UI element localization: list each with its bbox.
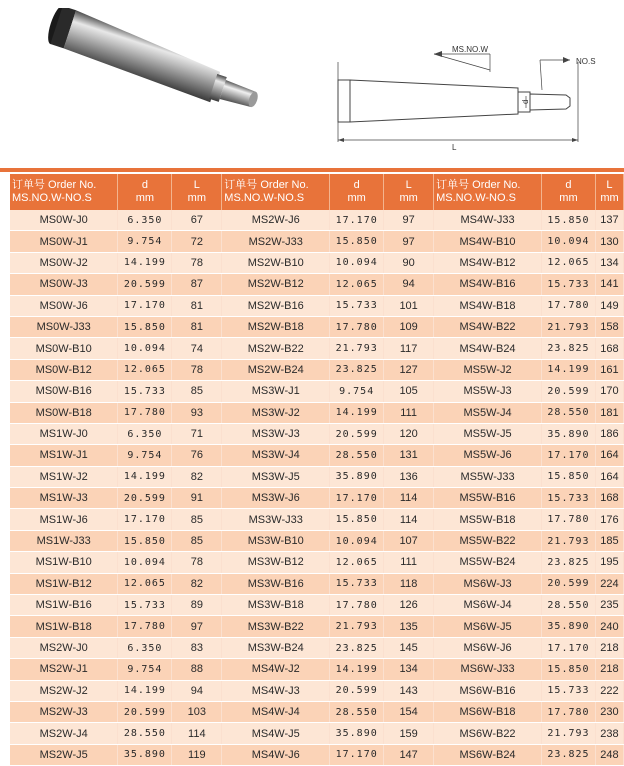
d-value-cell: 17.780 (330, 316, 384, 337)
l-value-cell: 149 (595, 295, 623, 316)
order-no-cell: MS6W-J33 (434, 659, 542, 680)
header-order (10, 174, 118, 210)
l-value-cell: 154 (384, 701, 434, 722)
l-value-cell: 120 (384, 423, 434, 444)
order-no-cell: MS4W-J3 (222, 680, 330, 701)
d-value-cell: 23.825 (330, 359, 384, 380)
d-value-cell: 20.599 (118, 274, 172, 295)
l-value-cell: 235 (595, 595, 623, 616)
l-value-cell: 89 (172, 595, 222, 616)
d-value-cell: 10.094 (118, 552, 172, 573)
order-no-cell: MS2W-B24 (222, 359, 330, 380)
l-value-cell: 147 (384, 744, 434, 765)
d-value-cell: 20.599 (118, 701, 172, 722)
d-value-cell: 14.199 (118, 680, 172, 701)
d-value-cell: 9.754 (118, 445, 172, 466)
order-no-cell: MS4W-J5 (222, 723, 330, 744)
d-value-cell: 10.094 (541, 231, 595, 252)
order-no-cell: MS4W-J4 (222, 701, 330, 722)
d-value-cell: 17.170 (118, 295, 172, 316)
d-value-cell: 15.850 (541, 466, 595, 487)
d-value-cell: 23.825 (330, 637, 384, 658)
l-value-cell: 159 (384, 723, 434, 744)
d-value-cell: 15.733 (118, 595, 172, 616)
l-value-cell: 67 (172, 210, 222, 231)
header-order-label: 订单号 Order No. (224, 179, 309, 191)
l-value-cell: 83 (172, 637, 222, 658)
d-value-cell: 21.793 (541, 723, 595, 744)
d-value-cell: 28.550 (330, 445, 384, 466)
order-no-cell: MS3W-B24 (222, 637, 330, 658)
spec-table (10, 174, 624, 766)
l-value-cell: 143 (384, 680, 434, 701)
order-no-cell: MS6W-J4 (434, 595, 542, 616)
d-value-cell: 35.890 (330, 466, 384, 487)
order-no-cell: MS4W-B10 (434, 231, 542, 252)
d-value-cell: 20.599 (541, 573, 595, 594)
order-no-cell: MS6W-B24 (434, 744, 542, 765)
order-no-cell: MS2W-J3 (10, 701, 118, 722)
header-l-unit: mm (600, 192, 619, 204)
order-no-cell: MS2W-B10 (222, 252, 330, 273)
d-value-cell: 15.733 (541, 680, 595, 701)
d-value-cell: 17.780 (541, 701, 595, 722)
label-no-s: NO.S (576, 57, 596, 66)
l-value-cell: 114 (172, 723, 222, 744)
l-value-cell: 81 (172, 295, 222, 316)
d-value-cell: 35.890 (541, 423, 595, 444)
d-value-cell: 15.850 (541, 210, 595, 231)
header-d (541, 174, 595, 210)
l-value-cell: 90 (384, 252, 434, 273)
table-row (10, 637, 624, 658)
header-l-unit: mm (399, 192, 418, 204)
order-no-cell: MS2W-J6 (222, 210, 330, 231)
d-value-cell: 23.825 (541, 338, 595, 359)
d-value-cell: 9.754 (118, 231, 172, 252)
order-no-cell: MS4W-J2 (222, 659, 330, 680)
d-value-cell: 12.065 (330, 552, 384, 573)
order-no-cell: MS0W-J33 (10, 316, 118, 337)
dimension-drawing (330, 42, 620, 162)
l-value-cell: 97 (172, 616, 222, 637)
l-value-cell: 134 (595, 252, 623, 273)
l-value-cell: 218 (595, 637, 623, 658)
header-order-sub: MS.NO.W-NO.S (436, 192, 516, 204)
order-no-cell: MS2W-J4 (10, 723, 118, 744)
order-no-cell: MS1W-J1 (10, 445, 118, 466)
l-value-cell: 170 (595, 381, 623, 402)
d-value-cell: 9.754 (118, 659, 172, 680)
order-no-cell: MS3W-J5 (222, 466, 330, 487)
header-order-sub: MS.NO.W-NO.S (224, 192, 305, 204)
order-no-cell: MS3W-J6 (222, 488, 330, 509)
header-l (595, 174, 623, 210)
table-row (10, 552, 624, 573)
order-no-cell: MS5W-B24 (434, 552, 542, 573)
table-row (10, 659, 624, 680)
order-no-cell: MS6W-J5 (434, 616, 542, 637)
order-no-cell: MS1W-J0 (10, 423, 118, 444)
order-no-cell: MS0W-B12 (10, 359, 118, 380)
table-row (10, 509, 624, 530)
order-no-cell: MS5W-J2 (434, 359, 542, 380)
order-no-cell: MS6W-J6 (434, 637, 542, 658)
d-value-cell: 20.599 (541, 381, 595, 402)
header-d (330, 174, 384, 210)
l-value-cell: 134 (384, 659, 434, 680)
d-value-cell: 15.850 (118, 316, 172, 337)
table-row (10, 573, 624, 594)
l-value-cell: 85 (172, 530, 222, 551)
table-row (10, 402, 624, 423)
header-d-label: d (353, 179, 360, 191)
d-value-cell: 21.793 (541, 316, 595, 337)
order-no-cell: MS2W-B18 (222, 316, 330, 337)
l-value-cell: 101 (384, 295, 434, 316)
d-value-cell: 15.850 (541, 659, 595, 680)
order-no-cell: MS3W-B22 (222, 616, 330, 637)
d-value-cell: 15.850 (118, 530, 172, 551)
order-no-cell: MS0W-J0 (10, 210, 118, 231)
l-value-cell: 137 (595, 210, 623, 231)
l-value-cell: 126 (384, 595, 434, 616)
l-value-cell: 224 (595, 573, 623, 594)
d-value-cell: 12.065 (118, 573, 172, 594)
order-no-cell: MS1W-J3 (10, 488, 118, 509)
table-row (10, 359, 624, 380)
l-value-cell: 76 (172, 445, 222, 466)
d-value-cell: 17.780 (541, 295, 595, 316)
order-no-cell: MS5W-B18 (434, 509, 542, 530)
table-header-row (10, 174, 624, 210)
l-value-cell: 82 (172, 466, 222, 487)
table-row (10, 231, 624, 252)
l-value-cell: 78 (172, 552, 222, 573)
order-no-cell: MS3W-B18 (222, 595, 330, 616)
table-row (10, 701, 624, 722)
table-row (10, 530, 624, 551)
d-value-cell: 35.890 (118, 744, 172, 765)
l-value-cell: 176 (595, 509, 623, 530)
d-value-cell: 28.550 (330, 701, 384, 722)
l-value-cell: 222 (595, 680, 623, 701)
l-value-cell: 164 (595, 445, 623, 466)
order-no-cell: MS5W-J33 (434, 466, 542, 487)
l-value-cell: 181 (595, 402, 623, 423)
l-value-cell: 88 (172, 659, 222, 680)
order-no-cell: MS3W-B16 (222, 573, 330, 594)
l-value-cell: 94 (384, 274, 434, 295)
l-value-cell: 93 (172, 402, 222, 423)
l-value-cell: 119 (172, 744, 222, 765)
order-no-cell: MS4W-B18 (434, 295, 542, 316)
d-value-cell: 6.350 (118, 210, 172, 231)
table-row (10, 445, 624, 466)
l-value-cell: 168 (595, 488, 623, 509)
d-value-cell: 17.170 (118, 509, 172, 530)
order-no-cell: MS4W-B22 (434, 316, 542, 337)
l-value-cell: 87 (172, 274, 222, 295)
label-ms-no-w: MS.NO.W (452, 45, 488, 54)
l-value-cell: 248 (595, 744, 623, 765)
d-value-cell: 14.199 (330, 402, 384, 423)
order-no-cell: MS0W-J2 (10, 252, 118, 273)
order-no-cell: MS3W-J4 (222, 445, 330, 466)
header-order-label: 订单号 Order No. (436, 179, 521, 191)
d-value-cell: 15.850 (330, 231, 384, 252)
table-row (10, 488, 624, 509)
order-no-cell: MS1W-B16 (10, 595, 118, 616)
d-value-cell: 17.170 (541, 637, 595, 658)
order-no-cell: MS1W-B12 (10, 573, 118, 594)
d-value-cell: 20.599 (330, 680, 384, 701)
order-no-cell: MS0W-J6 (10, 295, 118, 316)
order-no-cell: MS2W-J33 (222, 231, 330, 252)
arbor-photo (25, 8, 325, 173)
order-no-cell: MS1W-B18 (10, 616, 118, 637)
order-no-cell: MS4W-J6 (222, 744, 330, 765)
l-value-cell: 195 (595, 552, 623, 573)
d-value-cell: 9.754 (330, 381, 384, 402)
table-row (10, 381, 624, 402)
d-value-cell: 23.825 (541, 552, 595, 573)
d-value-cell: 15.733 (541, 488, 595, 509)
l-value-cell: 103 (172, 701, 222, 722)
table-row (10, 680, 624, 701)
order-no-cell: MS4W-B16 (434, 274, 542, 295)
table-body (10, 210, 624, 766)
order-no-cell: MS4W-J33 (434, 210, 542, 231)
header-order (434, 174, 542, 210)
header-d-label: d (141, 179, 148, 191)
table-row (10, 723, 624, 744)
l-value-cell: 78 (172, 252, 222, 273)
order-no-cell: MS1W-J6 (10, 509, 118, 530)
d-value-cell: 10.094 (330, 530, 384, 551)
order-no-cell: MS1W-J2 (10, 466, 118, 487)
header-d-label: d (565, 179, 572, 191)
d-value-cell: 15.733 (330, 573, 384, 594)
d-value-cell: 20.599 (118, 488, 172, 509)
l-value-cell: 117 (384, 338, 434, 359)
table-row (10, 274, 624, 295)
l-value-cell: 111 (384, 402, 434, 423)
l-value-cell: 218 (595, 659, 623, 680)
d-value-cell: 12.065 (330, 274, 384, 295)
order-no-cell: MS3W-B12 (222, 552, 330, 573)
l-value-cell: 105 (384, 381, 434, 402)
order-no-cell: MS5W-J4 (434, 402, 542, 423)
order-no-cell: MS5W-B22 (434, 530, 542, 551)
l-value-cell: 114 (384, 509, 434, 530)
header-d-unit: mm (559, 192, 578, 204)
order-no-cell: MS5W-J6 (434, 445, 542, 466)
table-row (10, 423, 624, 444)
l-value-cell: 78 (172, 359, 222, 380)
d-value-cell: 17.170 (330, 210, 384, 231)
order-no-cell: MS1W-B10 (10, 552, 118, 573)
l-value-cell: 168 (595, 338, 623, 359)
order-no-cell: MS3W-J3 (222, 423, 330, 444)
l-value-cell: 94 (172, 680, 222, 701)
l-value-cell: 127 (384, 359, 434, 380)
d-value-cell: 28.550 (541, 595, 595, 616)
table-row (10, 744, 624, 765)
header-l-label: L (193, 179, 200, 191)
d-value-cell: 15.733 (118, 381, 172, 402)
l-value-cell: 238 (595, 723, 623, 744)
header-divider (0, 168, 624, 172)
d-value-cell: 10.094 (330, 252, 384, 273)
label-d: d (521, 99, 530, 104)
table-row (10, 616, 624, 637)
d-value-cell: 10.094 (118, 338, 172, 359)
d-value-cell: 28.550 (118, 723, 172, 744)
l-value-cell: 141 (595, 274, 623, 295)
d-value-cell: 21.793 (541, 530, 595, 551)
d-value-cell: 15.733 (541, 274, 595, 295)
order-no-cell: MS4W-B24 (434, 338, 542, 359)
header-d (118, 174, 172, 210)
l-value-cell: 71 (172, 423, 222, 444)
l-value-cell: 82 (172, 573, 222, 594)
order-no-cell: MS2W-J2 (10, 680, 118, 701)
l-value-cell: 91 (172, 488, 222, 509)
header-order (222, 174, 330, 210)
l-value-cell: 161 (595, 359, 623, 380)
order-no-cell: MS6W-B22 (434, 723, 542, 744)
l-value-cell: 185 (595, 530, 623, 551)
order-no-cell: MS1W-J33 (10, 530, 118, 551)
d-value-cell: 17.170 (330, 488, 384, 509)
l-value-cell: 230 (595, 701, 623, 722)
order-no-cell: MS6W-B18 (434, 701, 542, 722)
product-header (0, 0, 624, 172)
l-value-cell: 85 (172, 509, 222, 530)
d-value-cell: 17.780 (118, 616, 172, 637)
order-no-cell: MS0W-B10 (10, 338, 118, 359)
order-no-cell: MS5W-J3 (434, 381, 542, 402)
l-value-cell: 130 (595, 231, 623, 252)
l-value-cell: 74 (172, 338, 222, 359)
d-value-cell: 14.199 (118, 466, 172, 487)
l-value-cell: 72 (172, 231, 222, 252)
d-value-cell: 17.170 (330, 744, 384, 765)
order-no-cell: MS2W-B16 (222, 295, 330, 316)
d-value-cell: 15.850 (330, 509, 384, 530)
header-l (172, 174, 222, 210)
header-l (384, 174, 434, 210)
l-value-cell: 240 (595, 616, 623, 637)
table-row (10, 252, 624, 273)
d-value-cell: 17.170 (541, 445, 595, 466)
l-value-cell: 85 (172, 381, 222, 402)
l-value-cell: 164 (595, 466, 623, 487)
d-value-cell: 23.825 (541, 744, 595, 765)
order-no-cell: MS4W-B12 (434, 252, 542, 273)
table-row (10, 595, 624, 616)
l-value-cell: 81 (172, 316, 222, 337)
header-d-unit: mm (135, 192, 155, 204)
order-no-cell: MS0W-J3 (10, 274, 118, 295)
l-value-cell: 111 (384, 552, 434, 573)
d-value-cell: 20.599 (330, 423, 384, 444)
header-l-unit: mm (187, 192, 206, 204)
l-value-cell: 145 (384, 637, 434, 658)
l-value-cell: 97 (384, 231, 434, 252)
table-row (10, 338, 624, 359)
table-row (10, 295, 624, 316)
d-value-cell: 17.780 (541, 509, 595, 530)
d-value-cell: 35.890 (541, 616, 595, 637)
order-no-cell: MS3W-J33 (222, 509, 330, 530)
l-value-cell: 131 (384, 445, 434, 466)
order-no-cell: MS2W-B12 (222, 274, 330, 295)
d-value-cell: 12.065 (118, 359, 172, 380)
order-no-cell: MS5W-B16 (434, 488, 542, 509)
order-no-cell: MS3W-B10 (222, 530, 330, 551)
d-value-cell: 14.199 (541, 359, 595, 380)
l-value-cell: 114 (384, 488, 434, 509)
d-value-cell: 6.350 (118, 637, 172, 658)
header-l-label: L (405, 179, 412, 191)
l-value-cell: 136 (384, 466, 434, 487)
l-value-cell: 186 (595, 423, 623, 444)
l-value-cell: 109 (384, 316, 434, 337)
d-value-cell: 17.780 (118, 402, 172, 423)
order-no-cell: MS5W-J5 (434, 423, 542, 444)
d-value-cell: 14.199 (330, 659, 384, 680)
l-value-cell: 135 (384, 616, 434, 637)
d-value-cell: 21.793 (330, 338, 384, 359)
d-value-cell: 12.065 (541, 252, 595, 273)
l-value-cell: 158 (595, 316, 623, 337)
order-no-cell: MS2W-J0 (10, 637, 118, 658)
l-value-cell: 97 (384, 210, 434, 231)
label-l: L (452, 143, 457, 152)
l-value-cell: 118 (384, 573, 434, 594)
d-value-cell: 17.780 (330, 595, 384, 616)
table-row (10, 316, 624, 337)
order-no-cell: MS0W-B18 (10, 402, 118, 423)
order-no-cell: MS3W-J2 (222, 402, 330, 423)
order-no-cell: MS2W-J5 (10, 744, 118, 765)
header-d-unit: mm (347, 192, 366, 204)
table-row (10, 466, 624, 487)
header-l-label: L (606, 179, 613, 191)
order-no-cell: MS0W-J1 (10, 231, 118, 252)
order-no-cell: MS6W-J3 (434, 573, 542, 594)
table-row (10, 210, 624, 231)
order-no-cell: MS2W-J1 (10, 659, 118, 680)
header-order-label: 订单号 Order No. (12, 179, 97, 191)
d-value-cell: 6.350 (118, 423, 172, 444)
order-no-cell: MS2W-B22 (222, 338, 330, 359)
order-no-cell: MS3W-J1 (222, 381, 330, 402)
order-no-cell: MS6W-B16 (434, 680, 542, 701)
d-value-cell: 35.890 (330, 723, 384, 744)
d-value-cell: 14.199 (118, 252, 172, 273)
order-no-cell: MS0W-B16 (10, 381, 118, 402)
d-value-cell: 15.733 (330, 295, 384, 316)
d-value-cell: 28.550 (541, 402, 595, 423)
l-value-cell: 107 (384, 530, 434, 551)
header-order-sub: MS.NO.W-NO.S (12, 192, 92, 204)
d-value-cell: 21.793 (330, 616, 384, 637)
